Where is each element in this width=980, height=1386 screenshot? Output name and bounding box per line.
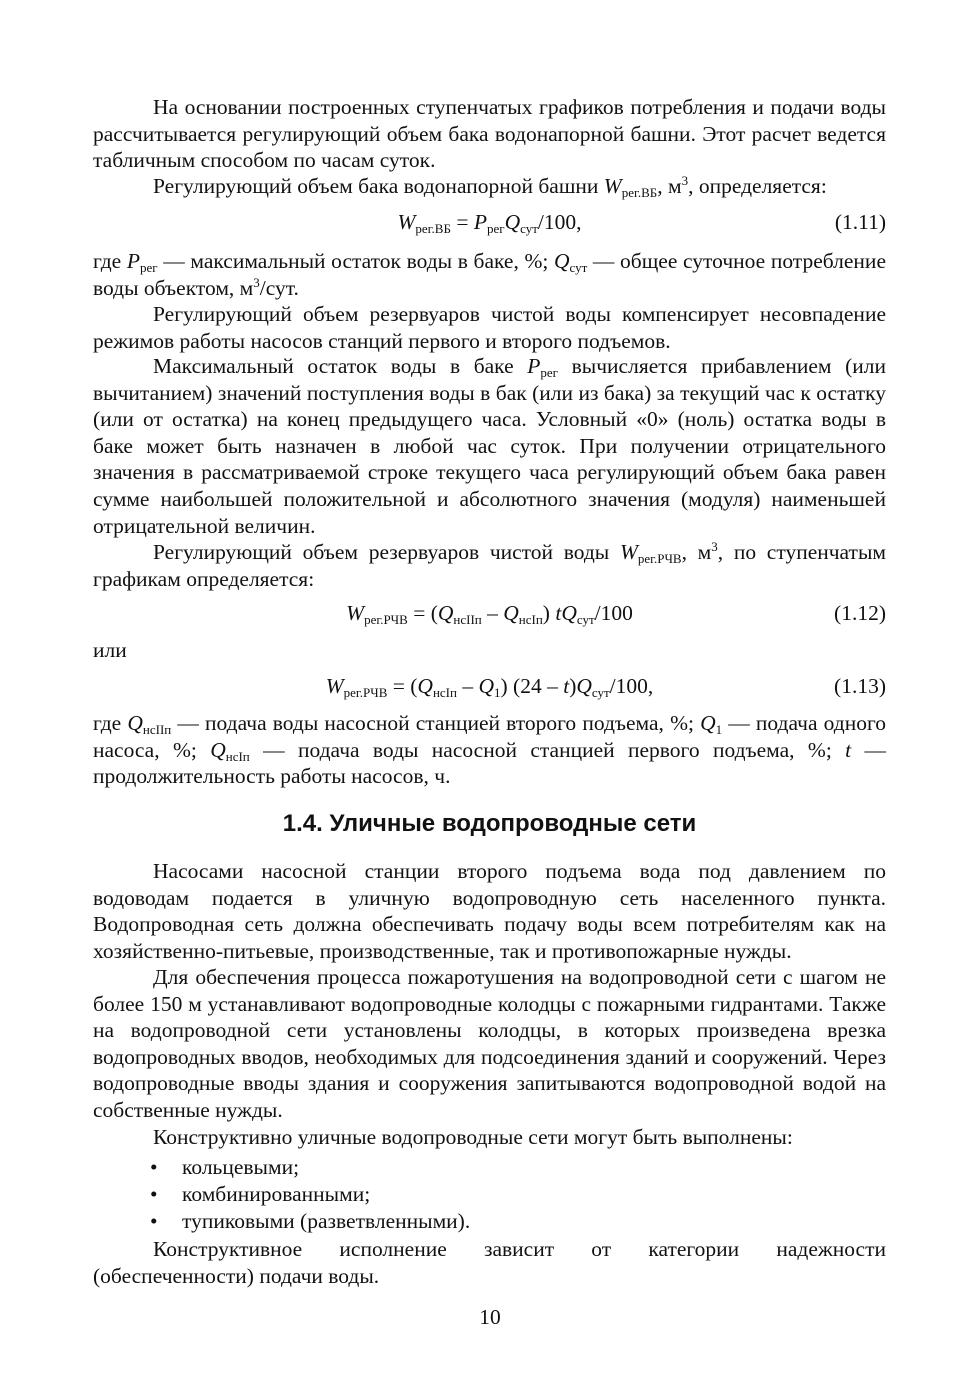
list-item: • тупиковыми (разветвленными). xyxy=(150,1209,471,1233)
bullet-icon: • xyxy=(150,1209,158,1233)
list-item: • комбинированными; xyxy=(150,1182,371,1206)
equation-number: (1.13) xyxy=(834,674,886,698)
or-word: или xyxy=(93,638,127,662)
equation-1-11 xyxy=(93,209,886,236)
equation-number: (1.11) xyxy=(834,210,886,234)
list-item: • кольцевыми; xyxy=(150,1155,300,1179)
paragraph-9: Для обеспечения процесса пожаротушения на водопроводной сети с шагом не более 150 м устанавливают водопроводные колодцы с пожарными гидрантами. Также на водопроводной сети установлены колодцы, в которых произведена врезка водопроводных вводов, необходимых для подсоединения зданий и сооружений. Через водопроводные вводы здания и сооружения запитываются водопроводной водой на собственные нужды. xyxy=(93,965,886,1122)
paragraph-4: Регулирующий объем резервуаров чистой воды компенсирует несовпадение режимов работы насосов станций первого и второго подъемов. xyxy=(93,302,886,353)
paragraph-7: где $Q_{нсIIп}$ — подача воды насосной станцией второго подъема, %; $Q_1$ — подача одного насоса, %; $Q_{нсIп}$ — подача воды насосной станцией первого подъема, %; t — продолжительность работы насосов, ч. xyxy=(93,711,886,789)
paragraph-2: Регулирующий объем бака водонапорной башни $W_{рег.ВБ}$, $м^3$, определяется: xyxy=(153,173,827,200)
equation-number: (1.12) xyxy=(834,601,886,625)
paragraph-10: Конструктивно уличные водопроводные сети могут быть выполнены: xyxy=(153,1125,793,1149)
paragraph-6: Регулирующий объем резервуаров чистой воды $W_{рег.РЧВ}$, $м^3$, по ступенчатым графикам определяется: xyxy=(93,539,886,591)
paragraph-8: Насосами насосной станции второго подъема вода под давлением по водоводам подается в уличную водопроводную сеть населенного пункта. Водопроводная сеть должна обеспечивать подачу воды всем потребителям как на хозяйственно-питьевые, производственные, так и противопожарные нужды. xyxy=(93,859,886,963)
equation-1-13 xyxy=(93,673,886,700)
equation-formula: $W_{рег.ВБ} = P_{рег}Q_{сут}/100$, xyxy=(397,210,582,236)
paragraph-1: На основании построенных ступенчатых графиков потребления и подачи воды рассчитывается регулирующий объем бака водонапорной башни. Этот расчет ведется табличным способом по часам суток. xyxy=(93,95,886,173)
equation-formula: $W_{рег.РЧВ} = (Q_{нсIIп} - Q_{нсIп})$ $tQ_{сут}/100$ xyxy=(346,601,633,627)
bullet-icon: • xyxy=(150,1155,158,1179)
bullet-icon: • xyxy=(150,1182,158,1206)
paragraph-11: Конструктивное исполнение зависит от категории надежности (обеспеченности) подачи воды. xyxy=(93,1237,886,1288)
paragraph-5: Максимальный остаток воды в баке $P_{рег}$ вычисляется прибавлением (или вычитанием) значений поступления воды в бак (или из бака) за текущий час к остатку (или от остатка) на конец предыдущего часа. Условный «0» (ноль) остатка воды в баке может быть назначен в любой час суток. При получении отрицательного значения в рассматриваемой строке текущего часа регулирующий объем бака равен сумме наибольшей положительной и абсолютного значения (модуля) наименьшей отрицательной величин. xyxy=(93,354,887,538)
paragraph-3: где $P_{рег}$ — максимальный остаток воды в баке, %; $Q_{сут}$ — общее суточное потребление воды объектом, $м^3$/сут. xyxy=(93,249,886,300)
equation-formula: $W_{рег.РЧВ} = (Q_{нсIп} - Q_1)$ $(24 - t)Q_{сут}/100$, xyxy=(325,674,654,700)
page-number: 10 xyxy=(479,1305,501,1329)
equation-1-12 xyxy=(93,600,886,627)
section-heading: 1.4. Уличные водопроводные сети xyxy=(282,810,697,837)
